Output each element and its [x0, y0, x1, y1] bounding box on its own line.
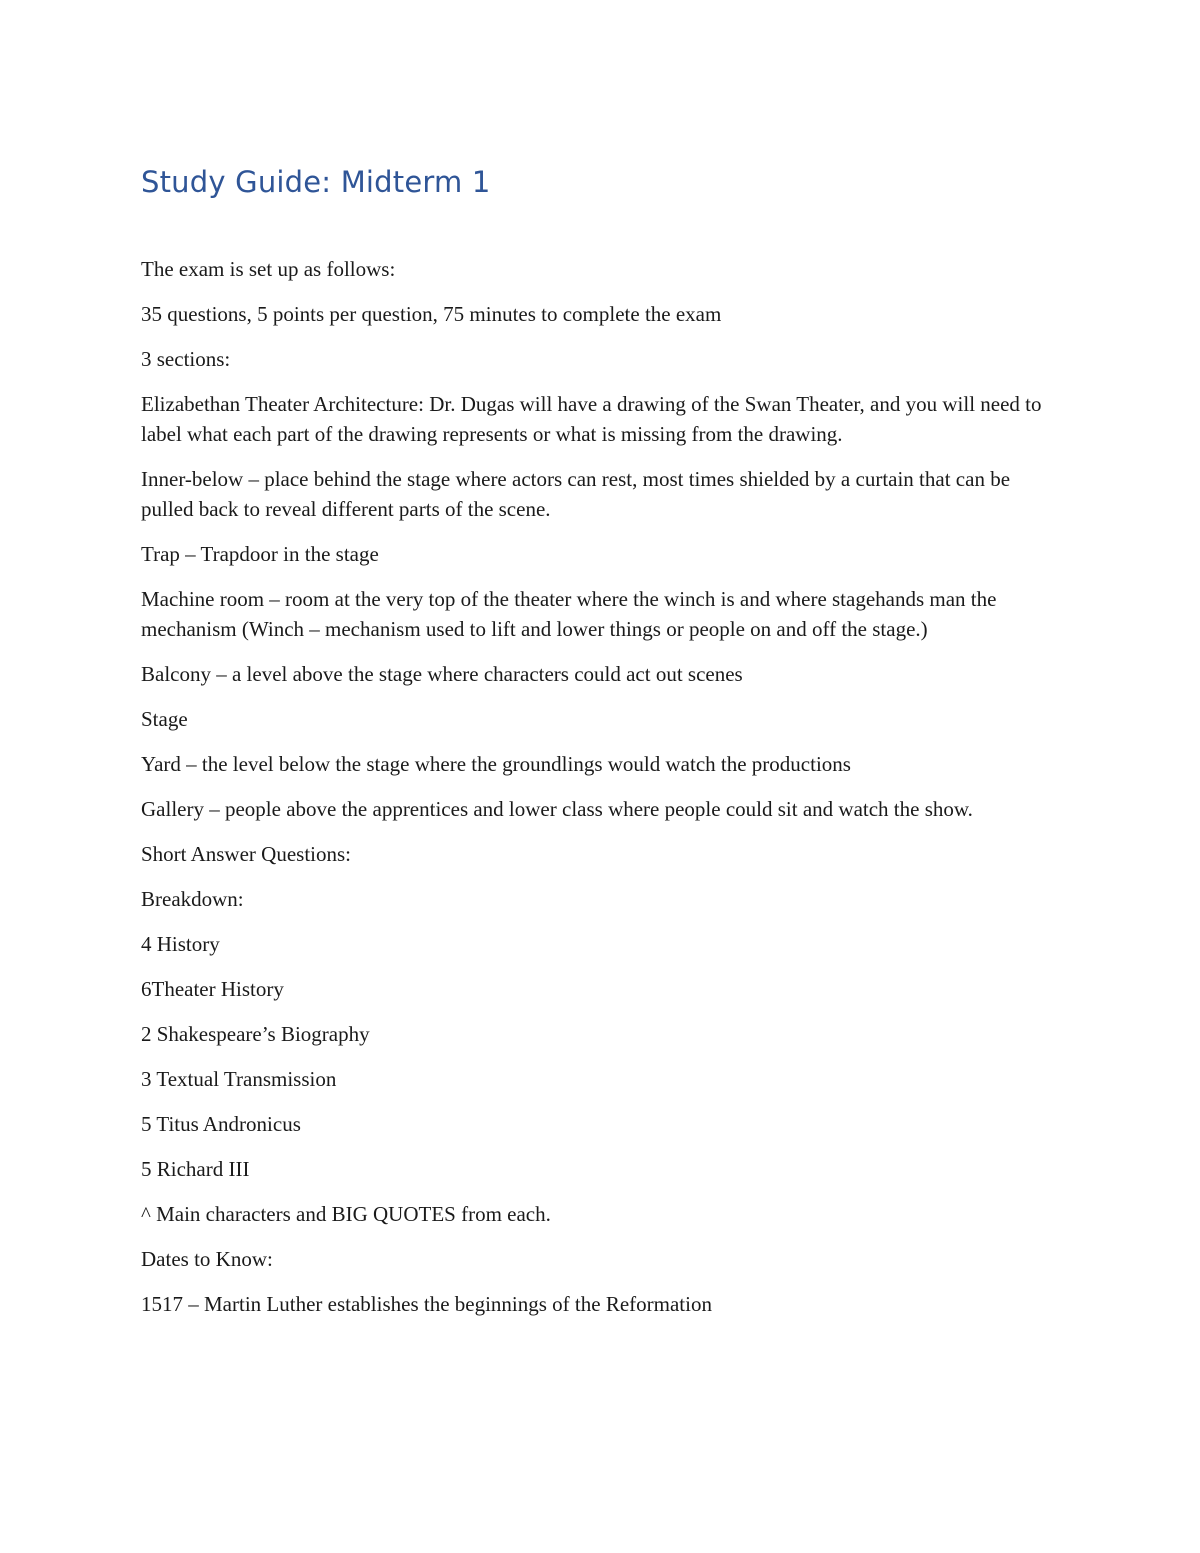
breakdown-item: 6Theater History: [141, 977, 284, 1001]
breakdown-item: 3 Textual Transmission: [141, 1067, 337, 1091]
breakdown-item: 4 History: [141, 932, 220, 956]
document-body: [141, 162, 1061, 1334]
breakdown-note: ^ Main characters and BIG QUOTES from each.: [141, 1202, 551, 1226]
date-item: 1517 – Martin Luther establishes the beginnings of the Reformation: [141, 1292, 712, 1316]
term-stage: Stage: [141, 707, 188, 731]
term-balcony: Balcony – a level above the stage where characters could act out scenes: [141, 662, 743, 686]
exam-setup-intro: The exam is set up as follows:: [141, 257, 396, 281]
term-yard: Yard – the level below the stage where the groundlings would watch the productions: [141, 752, 851, 776]
breakdown-item: 2 Shakespeare’s Biography: [141, 1022, 370, 1046]
breakdown-item: 5 Titus Andronicus: [141, 1112, 301, 1136]
term-inner-below: Inner-below – place behind the stage where actors can rest, most times shielded by a curtain that can be pulled back to reveal different parts of the scene.: [141, 467, 1011, 521]
document-title: Study Guide: Midterm 1: [141, 165, 491, 199]
term-gallery: Gallery – people above the apprentices and lower class where people could sit and watch the show.: [141, 797, 973, 821]
term-trap: Trap – Trapdoor in the stage: [141, 542, 379, 566]
exam-format: 35 questions, 5 points per question, 75 minutes to complete the exam: [141, 302, 722, 326]
term-machine-room: Machine room – room at the very top of the theater where the winch is and where stagehands man the mechanism (Winch – mechanism used to lift and lower things or people on and off the stage.): [141, 587, 997, 641]
breakdown-heading: Breakdown:: [141, 887, 244, 911]
dates-heading: Dates to Know:: [141, 1247, 273, 1271]
breakdown-item: 5 Richard III: [141, 1157, 250, 1181]
short-answer-heading: Short Answer Questions:: [141, 842, 351, 866]
sections-heading: 3 sections:: [141, 347, 231, 371]
architecture-section: Elizabethan Theater Architecture: Dr. Dugas will have a drawing of the Swan Theater, and you will need to label what each part of the drawing represents or what is missing from the drawing.: [141, 392, 1042, 446]
